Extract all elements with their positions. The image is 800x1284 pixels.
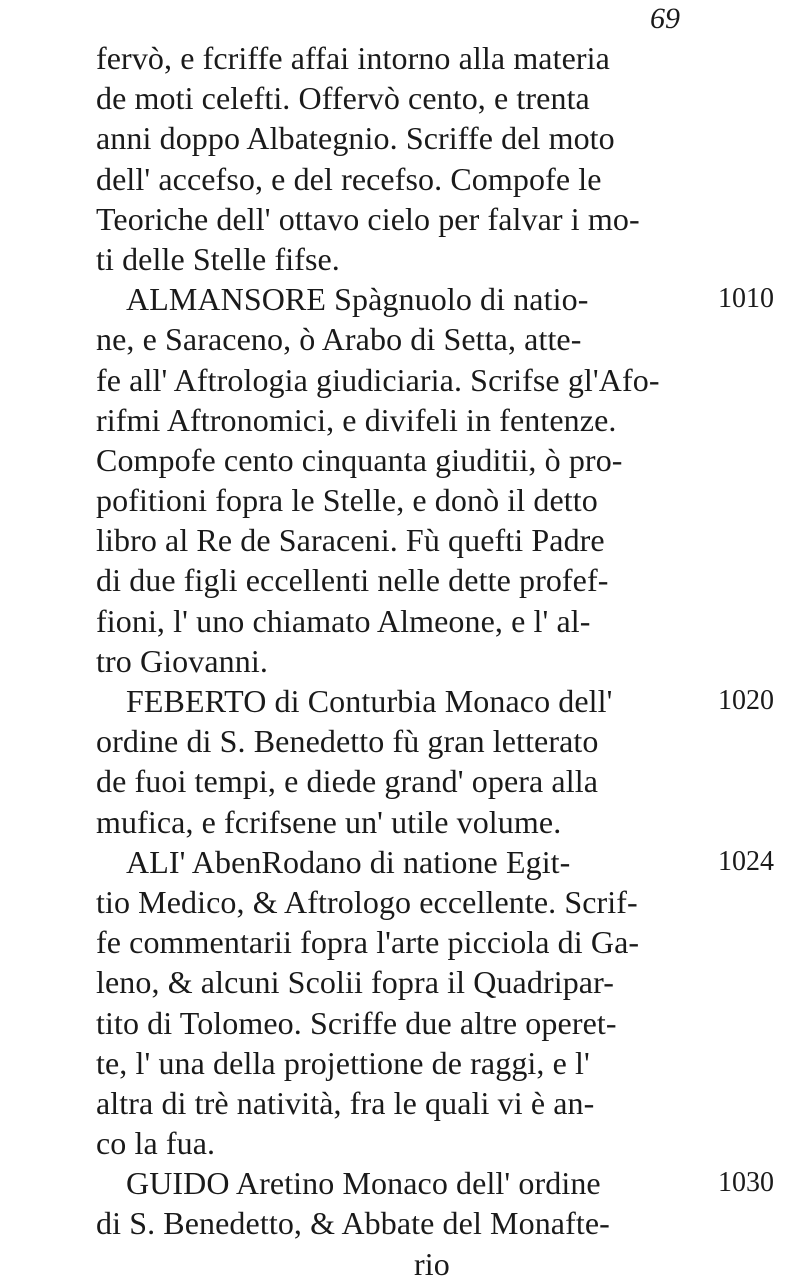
text-line: rifmi Aftronomici, e divifeli in fentenze. [96,401,617,438]
body-text [96,38,686,1284]
text-line: altra di trè natività, fra le quali vi è an- [96,1084,595,1121]
margin-year: 1020 [718,685,774,716]
margin-year: 1010 [718,283,774,314]
text-line: ne, e Saraceno, ò Arabo di Setta, atte- [96,321,582,358]
text-line: anni doppo Albategnio. Scriffe del moto [96,120,615,157]
text-line: ti delle Stelle fifse. [96,240,340,277]
text-line: libro al Re de Saraceni. Fù quefti Padre [96,522,605,559]
entry-heading-line: ALMANSORE Spàgnuolo di natio- [126,281,589,318]
text-line: fe all' Aftrologia giudiciaria. Scrifse gl'Afo- [96,361,660,398]
text-line: Teoriche dell' ottavo cielo per falvar i mo- [96,200,640,237]
entry-heading-line: FEBERTO di Conturbia Monaco dell' [126,683,613,719]
text-line: leno, & alcuni Scolii fopra il Quadripar- [96,964,614,1001]
text-line: dell' accefso, e del recefso. Compofe le [96,160,602,197]
text-line: di due figli eccellenti nelle dette profef- [96,562,609,599]
text-line: te, l' una della projettione de raggi, e l' [96,1044,590,1081]
text-line: tro Giovanni. [96,642,268,679]
text-line: fioni, l' uno chiamato Almeone, e l' al- [96,602,591,639]
text-line: fe commentarii fopra l'arte picciola di Ga- [96,924,640,961]
text-line: de moti celefti. Offervò cento, e trenta [96,80,590,117]
margin-year: 1024 [718,846,774,877]
margin-year: 1030 [718,1167,774,1198]
text-line: tio Medico, & Aftrologo eccellente. Scrif- [96,883,638,920]
page-number: 69 [650,2,680,35]
text-line: fervò, e fcriffe affai intorno alla materia [96,40,610,76]
text-line: pofitioni fopra le Stelle, e donò il detto [96,482,598,519]
entry-heading-line: ALI' AbenRodano di natione Egit- [126,843,571,880]
text-line: di S. Benedetto, & Abbate del Monafte- [96,1205,610,1242]
text-line: ordine di S. Benedetto fù gran letterato [96,723,599,760]
text-line: de fuoi tempi, e diede grand' opera alla [96,763,598,800]
text-line: co la fua. [96,1125,216,1162]
entry-heading-line: GUIDO Aretino Monaco dell' ordine [126,1165,601,1202]
text-line: Compofe cento cinquanta giuditii, ò pro- [96,441,623,478]
text-line: tito di Tolomeo. Scriffe due altre operet- [96,1004,617,1041]
text-line: mufica, e fcrifsene un' utile volume. [96,803,562,840]
catchword-line: rio [414,1245,450,1282]
